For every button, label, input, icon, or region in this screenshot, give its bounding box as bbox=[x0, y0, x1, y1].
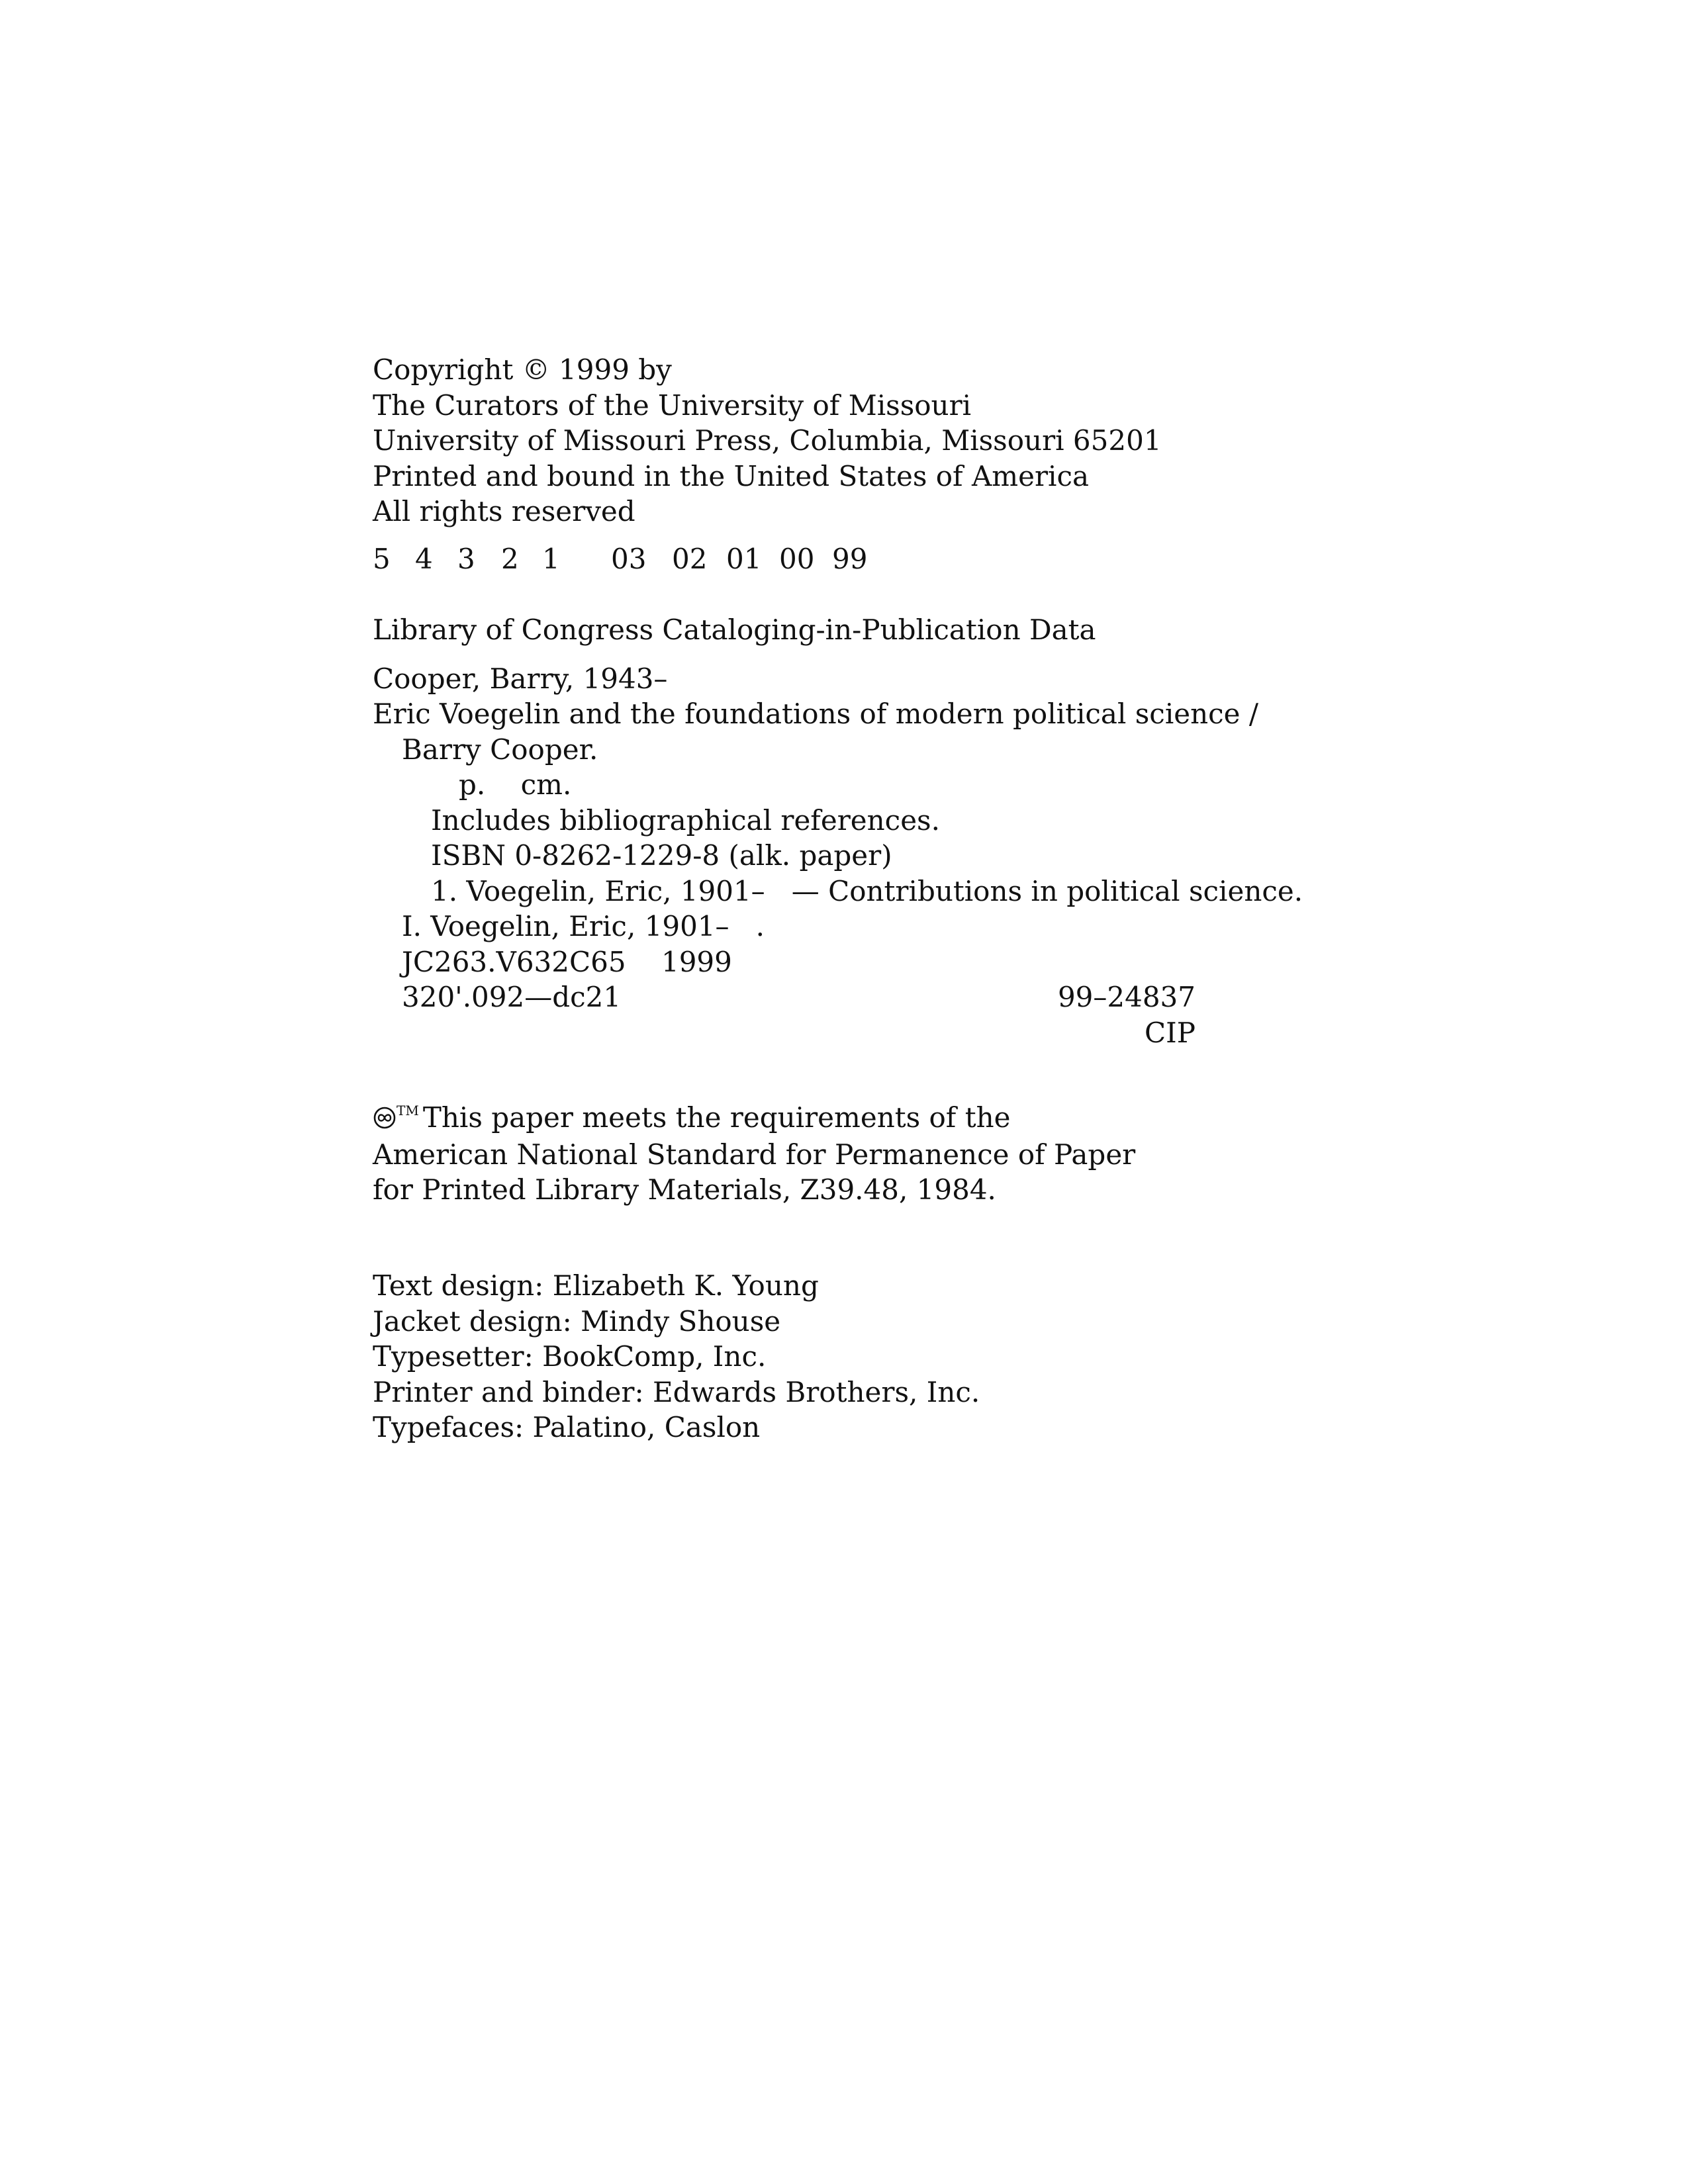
cip-title: Eric Voegelin and the foundations of modern political science / bbox=[373, 698, 1259, 730]
year-number: 03 bbox=[611, 543, 647, 575]
cip-author: Cooper, Barry, 1943– bbox=[373, 662, 668, 695]
publisher-address-line: University of Missouri Press, Columbia, Missouri 65201 bbox=[373, 424, 1162, 457]
credit-typesetter: Typesetter: BookComp, Inc. bbox=[373, 1340, 767, 1373]
infinity-circle-icon bbox=[373, 1101, 397, 1137]
cip-notes: Includes bibliographical references. bbox=[431, 803, 940, 837]
cip-label: CIP bbox=[1145, 1016, 1196, 1049]
impression-number: 3 bbox=[457, 543, 475, 575]
permanence-text-1: This paper meets the requirements of the bbox=[422, 1101, 1011, 1134]
impression-number: 5 bbox=[373, 543, 391, 575]
permanence-notice bbox=[373, 1093, 1233, 1208]
cip-isbn: ISBN 0-8262-1229-8 (alk. paper) bbox=[431, 839, 892, 872]
cip-label-row bbox=[373, 1015, 1196, 1051]
copyright-line: Copyright © 1999 by bbox=[373, 353, 672, 386]
year-number: 02 bbox=[672, 543, 708, 575]
impression-number: 1 bbox=[542, 543, 560, 575]
year-number: 99 bbox=[832, 543, 868, 575]
credit-text-design: Text design: Elizabeth K. Young bbox=[373, 1269, 819, 1302]
publisher-owner-line: The Curators of the University of Missouri bbox=[373, 388, 972, 422]
credit-jacket-design: Jacket design: Mindy Shouse bbox=[373, 1304, 781, 1338]
impression-number: 4 bbox=[415, 543, 433, 575]
cip-lc-class: JC263.V632C65 1999 bbox=[402, 945, 732, 978]
trademark-mark: TM bbox=[397, 1103, 419, 1118]
year-number: 01 bbox=[726, 543, 762, 575]
credit-typefaces: Typefaces: Palatino, Caslon bbox=[373, 1411, 761, 1443]
cip-dewey-row bbox=[373, 979, 1196, 1015]
year-number: 00 bbox=[779, 543, 815, 575]
cip-dewey: 320'.092—dc21 bbox=[402, 981, 622, 1013]
cip-data bbox=[373, 612, 1303, 1050]
cip-heading: Library of Congress Cataloging-in-Publication Data bbox=[373, 614, 1096, 646]
printing-numbers bbox=[373, 543, 1233, 575]
credit-printer: Printer and binder: Edwards Brothers, Inc. bbox=[373, 1375, 980, 1408]
rights-line: All rights reserved bbox=[373, 495, 635, 527]
cip-statement: Barry Cooper. bbox=[402, 733, 598, 766]
permanence-line-1 bbox=[373, 1093, 1233, 1137]
cip-physical: p. cm. bbox=[459, 768, 572, 801]
credits-block bbox=[373, 1268, 1233, 1445]
permanence-text-2: American National Standard for Permanence of Paper bbox=[373, 1138, 1136, 1171]
cip-subject: 1. Voegelin, Eric, 1901– — Contributions in political science. bbox=[431, 874, 1303, 907]
impression-number: 2 bbox=[501, 543, 519, 575]
copyright-block bbox=[373, 352, 1233, 529]
permanence-text-3: for Printed Library Materials, Z39.48, 1984. bbox=[373, 1173, 996, 1206]
cip-added-entry: I. Voegelin, Eric, 1901– . bbox=[402, 910, 765, 942]
printed-in-line: Printed and bound in the United States of America bbox=[373, 459, 1090, 492]
cip-lccn: 99–24837 bbox=[1057, 981, 1196, 1013]
